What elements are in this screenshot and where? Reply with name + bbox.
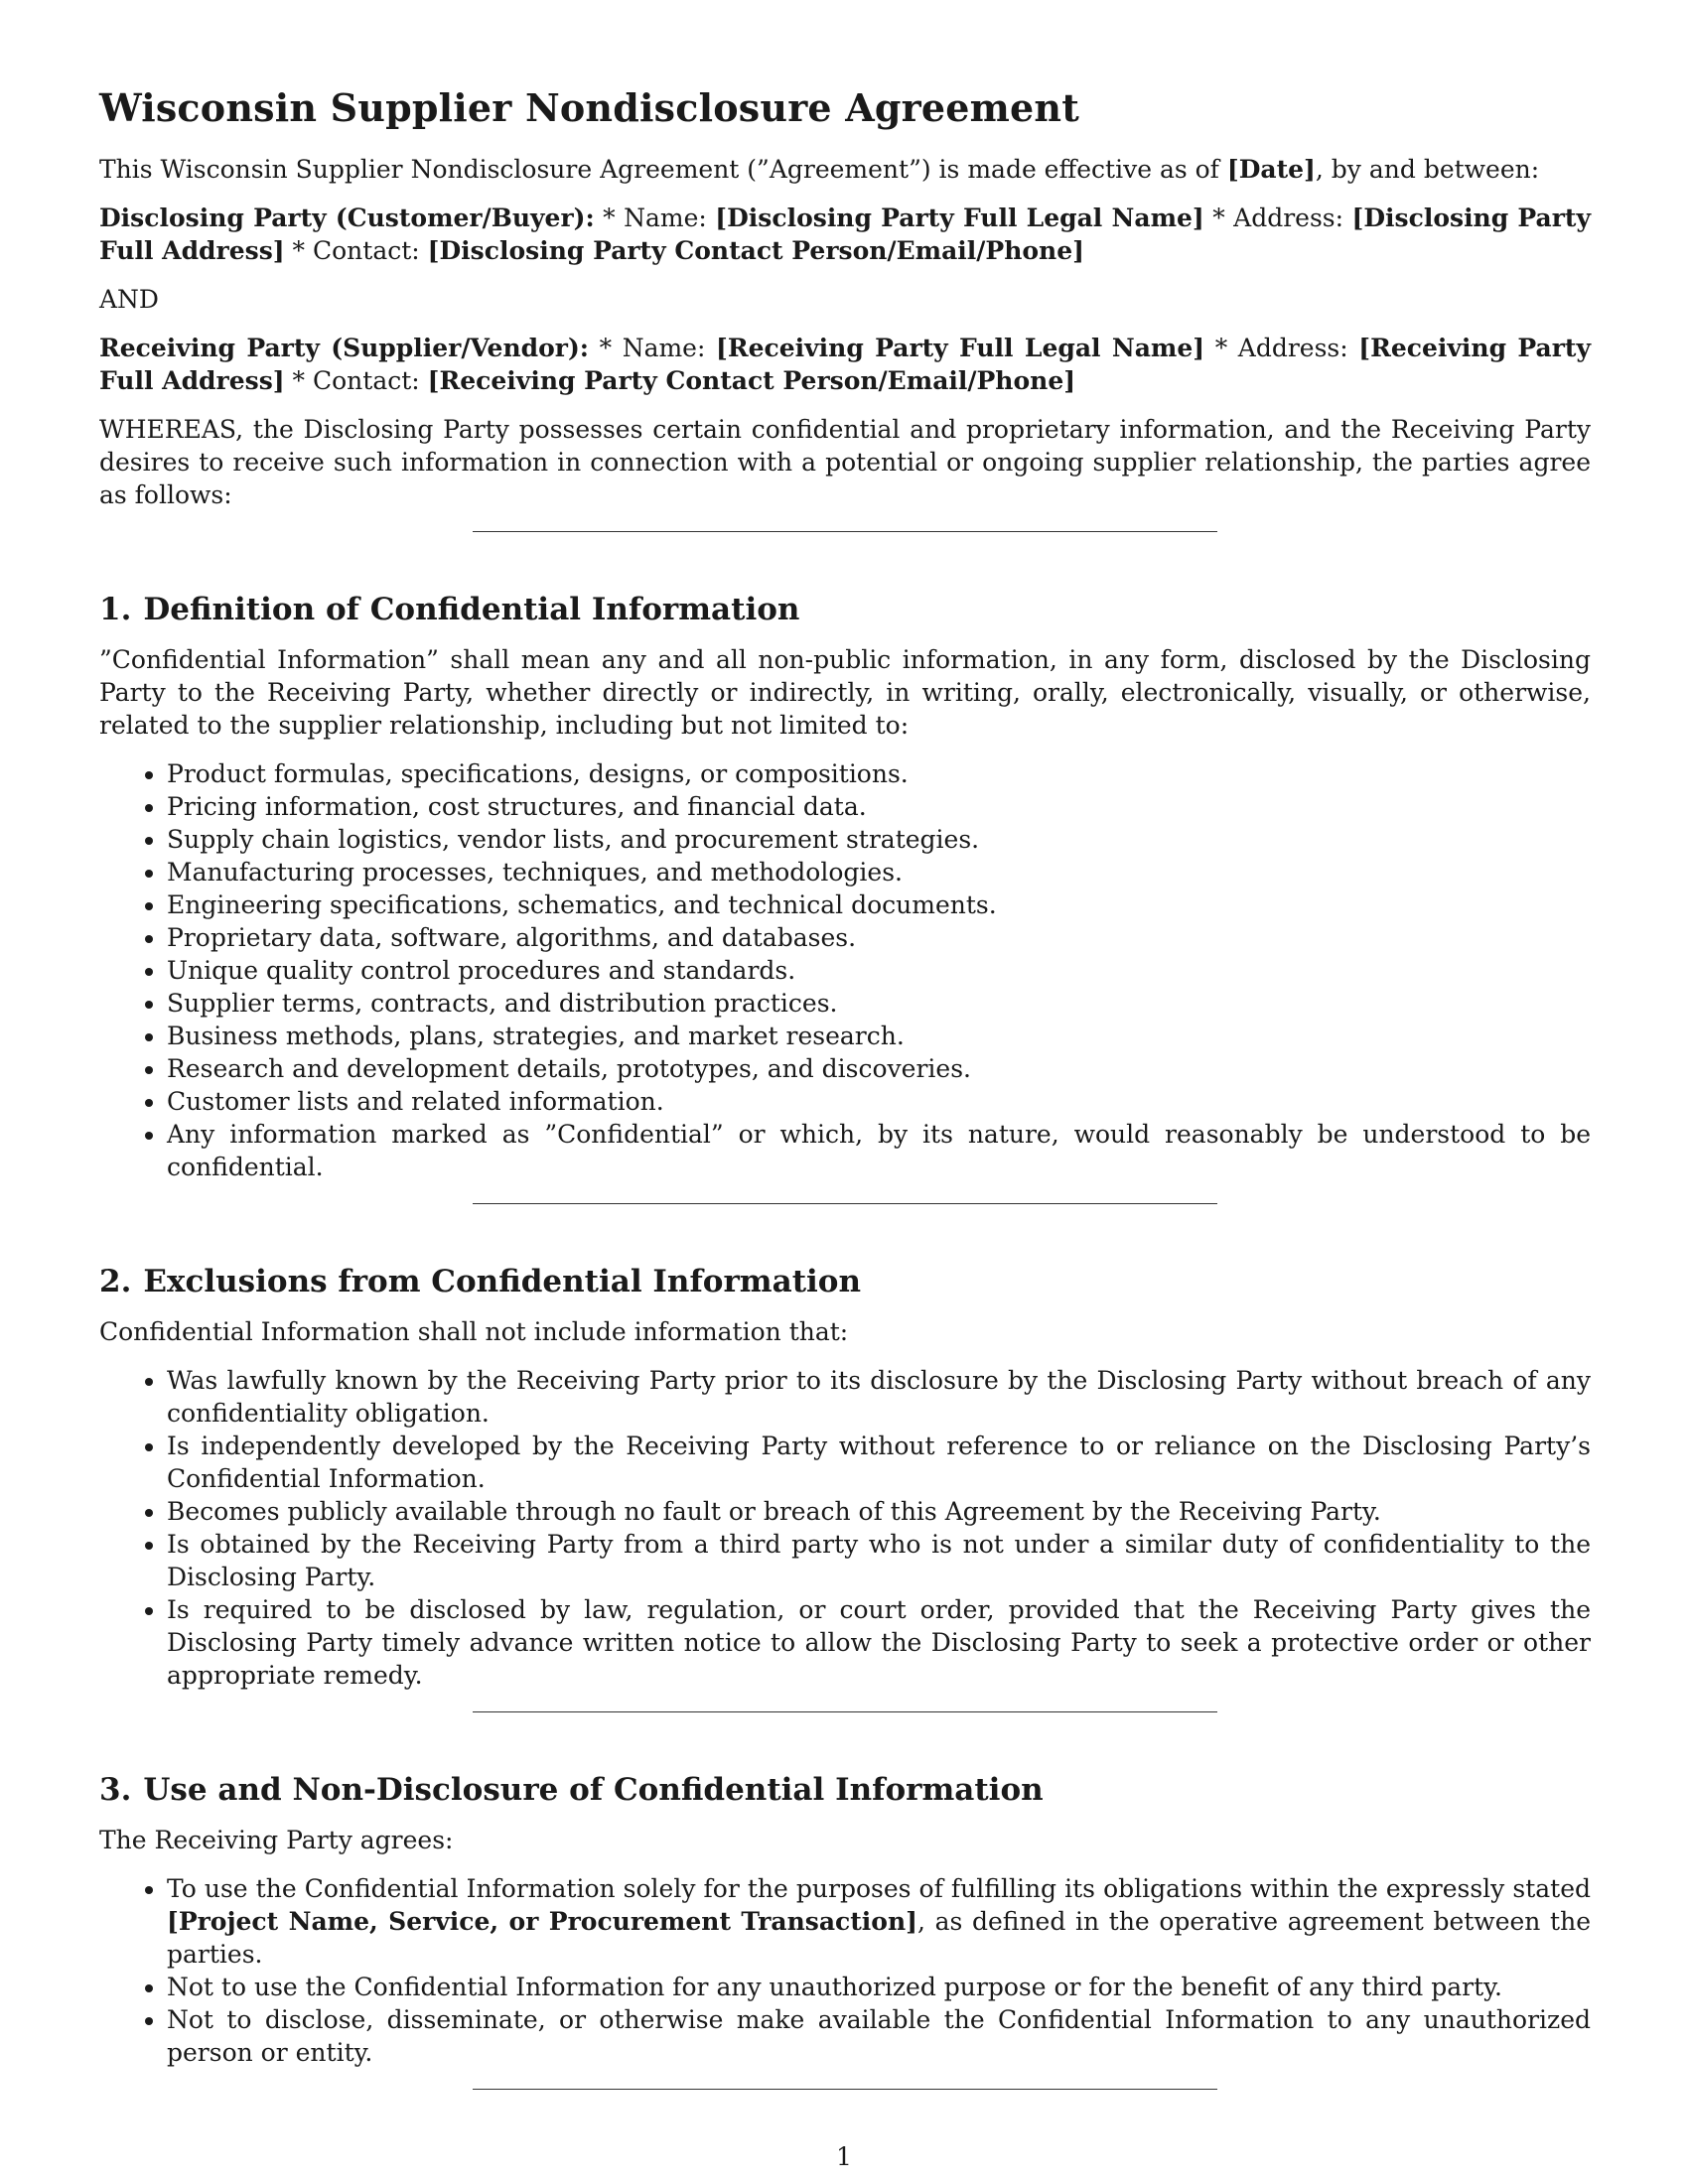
whereas-paragraph: WHEREAS, the Disclosing Party possesses certain confidential and proprietary information, and the Receiving Party desires to receive such information in connection with a potential or ongoing supplier relationship, the parties agree as follows:: [99, 415, 1591, 509]
list-item: [167, 1872, 1591, 1971]
disclosing-name-label: * Name:: [594, 204, 716, 232]
list-item: • Unique quality control procedures and standards.: [167, 954, 1591, 987]
section-1-number: 1.: [99, 592, 132, 627]
list-item: • Supplier terms, contracts, and distribution practices.: [167, 987, 1591, 1020]
list-item: • Research and development details, prototypes, and discoveries.: [167, 1052, 1591, 1085]
receiving-party-heading: Receiving Party (Supplier/Vendor):: [99, 334, 590, 362]
project-name-field: [Project Name, Service, or Procurement Transaction]: [167, 1907, 917, 1936]
date-field: [Date]: [1226, 155, 1316, 184]
receiving-party-block: [99, 332, 1591, 397]
section-2-title: Exclusions from Confidential Information: [143, 1264, 862, 1299]
section-3-intro: The Receiving Party agrees:: [99, 1826, 454, 1854]
list-item: • Pricing information, cost structures, and financial data.: [167, 790, 1591, 823]
intro-before: This Wisconsin Supplier Nondisclosure Agreement (”Agreement”) is made effective as of: [99, 155, 1227, 184]
section-1-intro: ”Confidential Information” shall mean any and all non-public information, in any form, disclosed by the Disclosing Party to the Receiving Party, whether directly or indirectly, in writing, orally, electronically, visually, or otherwise, related to the supplier relationship, including but not limited to:: [99, 645, 1591, 740]
list-item: • Business methods, plans, strategies, and market research.: [167, 1020, 1591, 1052]
section-1-heading: [99, 590, 1591, 629]
list-item: • Supply chain logistics, vendor lists, and procurement strategies.: [167, 823, 1591, 856]
disclosing-contact-label: * Contact:: [284, 236, 428, 265]
section-3-heading: [99, 1770, 1591, 1810]
item-text-before: To use the Confidential Information solely for the purposes of fulfilling its obligations within the expressly stated: [167, 1874, 1591, 1903]
section-divider: [473, 2089, 1217, 2090]
disclosing-party-heading: Disclosing Party (Customer/Buyer):: [99, 204, 595, 232]
section-2-list: [99, 1364, 1591, 1692]
list-item: • Is independently developed by the Receiving Party without reference to or reliance on the Disclosing Party’s Confidential Information.: [167, 1430, 1591, 1495]
section-divider: [473, 1203, 1217, 1204]
disclosing-party-block: [99, 202, 1591, 267]
list-item: • Becomes publicly available through no fault or breach of this Agreement by the Receiving Party.: [167, 1495, 1591, 1528]
receiving-address-label: * Address:: [1204, 334, 1359, 362]
section-3-list: [99, 1872, 1591, 2069]
list-item: • Customer lists and related information.: [167, 1085, 1591, 1118]
receiving-contact-label: * Contact:: [284, 366, 428, 395]
section-2-number: 2.: [99, 1264, 132, 1299]
list-item: • Not to disclose, disseminate, or otherwise make available the Confidential Information to any unauthorized person or entity.: [167, 2003, 1591, 2069]
section-1-list: [99, 757, 1591, 1183]
receiving-name-label: * Name:: [589, 334, 716, 362]
section-divider: [473, 531, 1217, 532]
item-text-after: , as defined in the operative agreement between the parties.: [167, 1907, 1591, 1969]
section-2-heading: [99, 1262, 1591, 1301]
list-item: • Is obtained by the Receiving Party from a third party who is not under a similar duty of confidentiality to the Disclosing Party.: [167, 1528, 1591, 1593]
section-3-number: 3.: [99, 1772, 132, 1808]
list-item: • Is required to be disclosed by law, regulation, or court order, provided that the Receiving Party gives the Disclosing Party timely advance written notice to allow the Disclosing Party to seek a protective order or other appropriate remedy.: [167, 1593, 1591, 1692]
list-item: • Manufacturing processes, techniques, and methodologies.: [167, 856, 1591, 888]
intro-after: , by and between:: [1315, 155, 1540, 184]
list-item: • Any information marked as ”Confidential” or which, by its nature, would reasonably be understood to be confidential.: [167, 1118, 1591, 1183]
page-number: 1: [836, 2142, 852, 2171]
list-item: • Was lawfully known by the Receiving Party prior to its disclosure by the Disclosing Party without breach of any confidentiality obligation.: [167, 1364, 1591, 1430]
disclosing-contact-field: [Disclosing Party Contact Person/Email/Phone]: [427, 236, 1084, 265]
receiving-name-field: [Receiving Party Full Legal Name]: [715, 334, 1205, 362]
section-2-intro: Confidential Information shall not include information that:: [99, 1317, 849, 1346]
document-title: Wisconsin Supplier Nondisclosure Agreement: [99, 85, 1080, 130]
disclosing-address-label: * Address:: [1203, 204, 1352, 232]
receiving-address-field: [Receiving Party Full Address]: [99, 334, 1591, 395]
receiving-contact-field: [Receiving Party Contact Person/Email/Phone]: [427, 366, 1076, 395]
document-body: [99, 85, 1591, 2147]
list-item: • Product formulas, specifications, designs, or compositions.: [167, 757, 1591, 790]
section-1-title: Definition of Confidential Information: [143, 592, 800, 627]
list-item: • Proprietary data, software, algorithms, and databases.: [167, 921, 1591, 954]
section-3-title: Use and Non-Disclosure of Confidential Information: [143, 1772, 1044, 1808]
intro-paragraph: [99, 153, 1591, 186]
section-divider: [473, 1711, 1217, 1712]
and-separator: AND: [99, 285, 159, 314]
list-item: • Engineering specifications, schematics, and technical documents.: [167, 888, 1591, 921]
disclosing-address-field: [Disclosing Party Full Address]: [99, 204, 1591, 265]
disclosing-name-field: [Disclosing Party Full Legal Name]: [715, 204, 1204, 232]
list-item: • Not to use the Confidential Information for any unauthorized purpose or for the benefit of any third party.: [167, 1971, 1591, 2003]
